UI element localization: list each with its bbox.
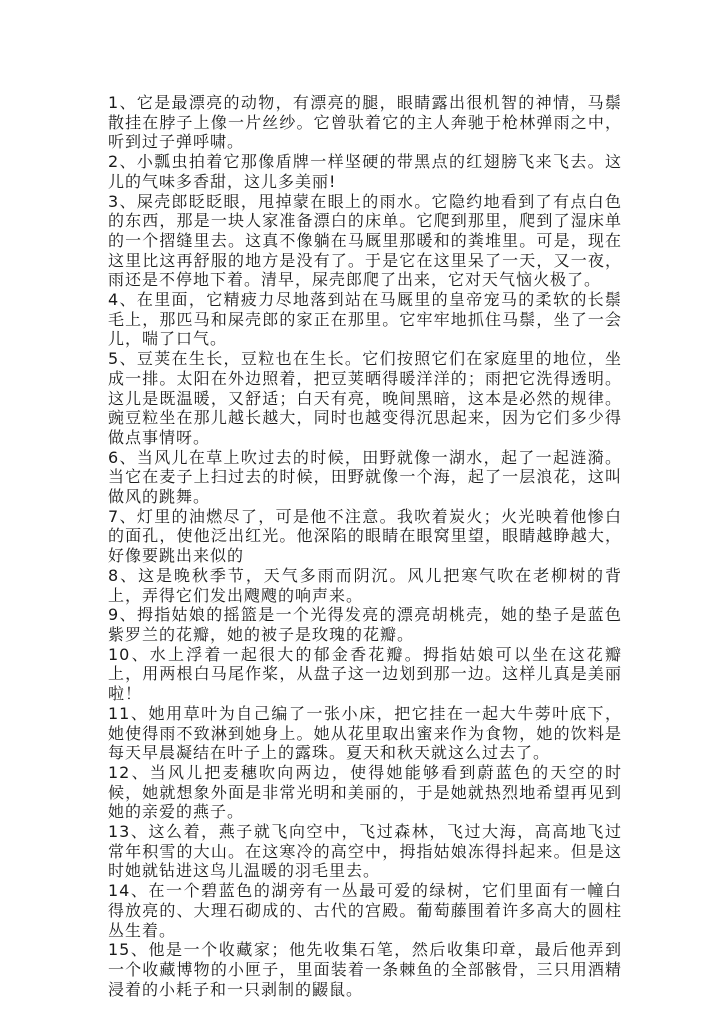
paragraph-14: 14、在一个碧蓝色的湖旁有一丛最可爱的绿树，它们里面有一幢白得放亮的、大理石砌成的、古代的宫殿。葡萄藤围着许多高大的圆柱丛生着。	[108, 881, 622, 940]
paragraph-13: 13、这么着，燕子就飞向空中，飞过森林，飞过大海，高高地飞过常年积雪的大山。在这寒冷的高空中，拇指姑娘冻得抖起来。但是这时她就钻进这鸟儿温暖的羽毛里去。	[108, 822, 622, 881]
paragraph-9: 9、拇指姑娘的摇篮是一个光得发亮的漂亮胡桃壳，她的垫子是蓝色紫罗兰的花瓣，她的被子是玫瑰的花瓣。	[108, 605, 622, 644]
paragraph-8: 8、这是晚秋季节，天气多雨而阴沉。风儿把寒气吹在老柳树的背上，弄得它们发出飕飕的响声来。	[108, 565, 622, 605]
paragraph-10: 10、水上浮着一起很大的郁金香花瓣。拇指姑娘可以坐在这花瓣上，用两根白马尾作桨，从盘子这一边划到那一边。这样儿真是美丽啦！	[108, 644, 622, 704]
paragraph-5: 5、豆荚在生长，豆粒也在生长。它们按照它们在家庭里的地位，坐成一排。太阳在外边照着，把豆荚晒得暖洋洋的；雨把它洗得透明。这儿是既温暖，又舒适；白天有亮，晚间黑暗，这本是必然的规律。豌豆粒坐在那儿越长越大，同时也越变得沉思起来，因为它们多少得做点事情呀。	[108, 349, 622, 447]
paragraph-4: 4、在里面，它精疲力尽地落到站在马厩里的皇帝宠马的柔软的长鬃毛上，那匹马和屎壳郎的家正在那里。它牢牢地抓住马鬃，坐了一会儿，喘了口气。	[108, 290, 622, 349]
paragraph-1: 1、它是最漂亮的动物，有漂亮的腿，眼睛露出很机智的神情，马鬃散挂在脖子上像一片丝纱。它曾驮着它的主人奔驰于枪林弹雨之中，听到过子弹呼啸。	[108, 93, 622, 152]
paragraph-7: 7、灯里的油燃尽了，可是他不注意。我吹着炭火；火光映着他惨白的面孔，使他泛出红光。他深陷的眼睛在眼窝里望，眼睛越睁越大，好像要跳出来似的	[108, 506, 622, 566]
paragraph-15: 15、他是一个收藏家；他先收集石笔，然后收集印章，最后他弄到一个收藏博物的小匣子，里面装着一条棘鱼的全部骸骨，三只用酒精浸着的小耗子和一只剥制的鼹鼠。	[108, 940, 622, 999]
paragraph-2: 2、小瓢虫拍着它那像盾牌一样坚硬的带黑点的红翅膀飞来飞去。这儿的气味多香甜，这儿多美丽!	[108, 152, 622, 191]
paragraph-12: 12、当风儿把麦穗吹向两边，使得她能够看到蔚蓝色的天空的时候，她就想象外面是非常光明和美丽的，于是她就热烈地希望再见到她的亲爱的燕子。	[108, 762, 622, 822]
paragraph-6: 6、当风儿在草上吹过去的时候，田野就像一湖水，起了一起涟漪。当它在麦子上扫过去的时候，田野就像一个海，起了一层浪花，这叫做风的跳舞。	[108, 447, 622, 507]
document-body	[108, 93, 622, 999]
paragraph-11: 11、她用草叶为自己编了一张小床，把它挂在一起大牛蒡叶底下，她使得雨不致淋到她身上。她从花里取出蜜来作为食物，她的饮料是每天早晨凝结在叶子上的露珠。夏天和秋天就这么过去了。	[108, 703, 622, 763]
paragraph-3: 3、屎壳郎眨眨眼，甩掉蒙在眼上的雨水。它隐约地看到了有点白色的东西，那是一块人家准备漂白的床单。它爬到那里，爬到了湿床单的一个摺缝里去。这真不像躺在马厩里那暖和的粪堆里。可是，现在这里比这再舒服的地方是没有了。于是它在这里呆了一天，又一夜，雨还是不停地下着。清早，屎壳郎爬了出来，它对天气恼火极了。	[108, 191, 622, 290]
